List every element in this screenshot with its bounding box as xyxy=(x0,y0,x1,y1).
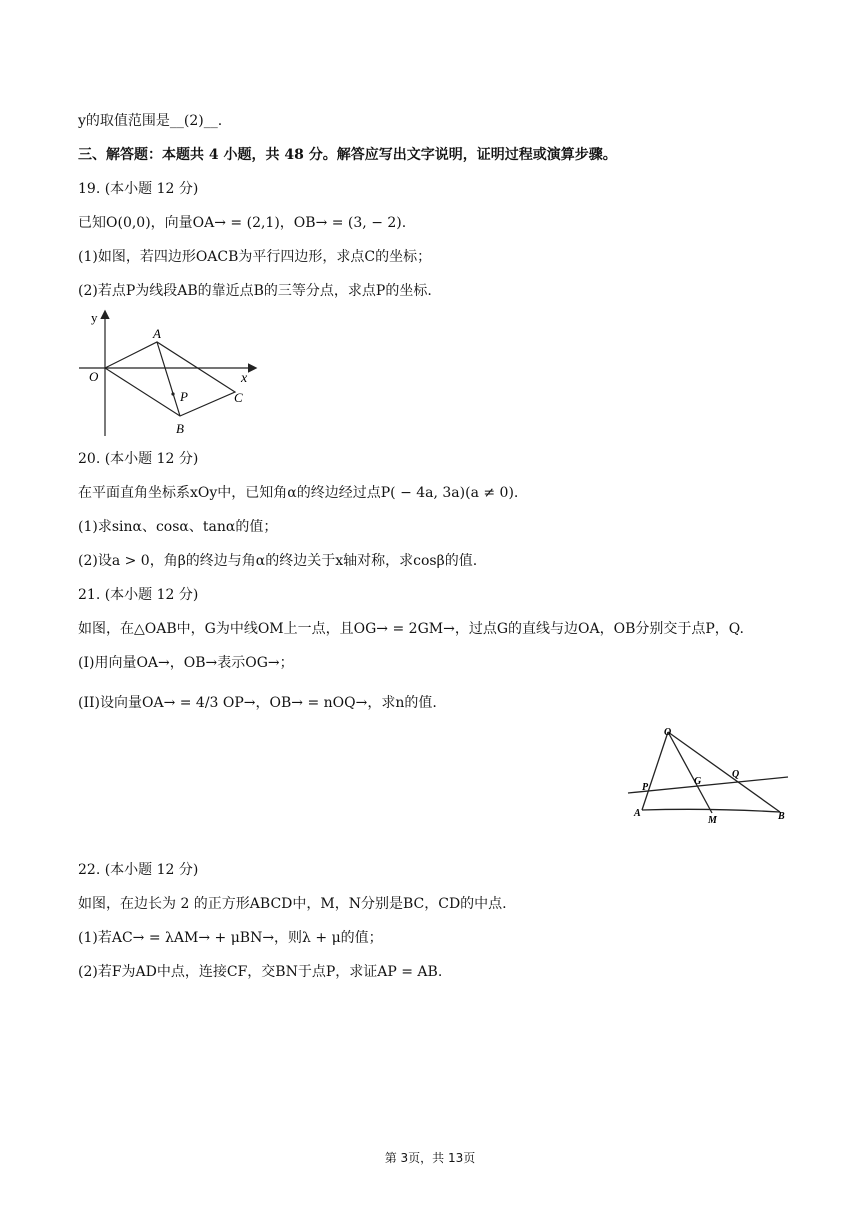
figure-label: P xyxy=(180,389,188,404)
figure-label: O xyxy=(89,369,99,384)
section-heading: 三、解答题：本题共 4 小题，共 48 分。解答应写出文字说明，证明过程或演算步骤。 xyxy=(78,147,617,163)
figure-label: M xyxy=(708,815,717,826)
question-text-line: (2)设a > 0，角β的终边与角α的终边关于x轴对称，求cosβ的值. xyxy=(78,553,478,569)
figure-label: A xyxy=(634,808,641,819)
figure-label: C xyxy=(234,390,243,405)
figure-label: B xyxy=(176,421,184,436)
question-text-line: 在平面直角坐标系xOy中，已知角α的终边经过点P( − 4a, 3a)(a ≠ 0). xyxy=(78,485,519,501)
question-text-line: y的取值范围是__(2)__. xyxy=(78,113,223,129)
figure-19-parallelogram xyxy=(75,306,260,441)
question-text-line: (2)若点P为线段AB的靠近点B的三等分点，求点P的坐标. xyxy=(78,283,432,299)
figure-label: O xyxy=(664,727,672,738)
figure-label: B xyxy=(778,811,785,822)
question-20-header: 20. (本小题 12 分) xyxy=(78,451,199,467)
question-21-header: 21. (本小题 12 分) xyxy=(78,587,199,603)
figure-label: y xyxy=(91,310,98,325)
question-text-line: 如图，在边长为 2 的正方形ABCD中，M，N分别是BC，CD的中点. xyxy=(78,896,507,912)
question-22-header: 22. (本小题 12 分) xyxy=(78,862,199,878)
figure-label: P xyxy=(642,782,649,793)
question-text-line: (2)若F为AD中点，连接CF，交BN于点P，求证AP = AB. xyxy=(78,964,443,980)
question-text-line: (1)如图，若四边形OACB为平行四边形，求点C的坐标； xyxy=(78,249,432,265)
question-text-line: 已知O(0,0)，向量OA→ = (2,1)，OB→ = (3, − 2). xyxy=(78,215,407,231)
question-text-line: (1)求sinα、cosα、tanα的值； xyxy=(78,519,278,535)
figure-label: G xyxy=(694,776,702,787)
question-text-line: (II)设向量OA→ = 4/3 OP→，OB→ = nOQ→，求n的值. xyxy=(78,695,437,711)
figure-label: Q xyxy=(732,769,740,780)
question-text-line: (1)若AC→ = λAM→ + μBN→，则λ + μ的值； xyxy=(78,930,383,946)
figure-label: A xyxy=(153,326,161,341)
question-text-line: (I)用向量OA→，OB→表示OG→； xyxy=(78,655,294,671)
figure-21-triangle xyxy=(622,724,794,826)
question-text-line: 如图，在△OAB中，G为中线OM上一点，且OG→ = 2GM→，过点G的直线与边OA，OB分别交于点P，Q. xyxy=(78,621,745,637)
figure-label: x xyxy=(241,371,248,386)
question-19-header: 19. (本小题 12 分) xyxy=(78,181,199,197)
page-footer: 第 3页，共 13页 xyxy=(384,1151,476,1165)
